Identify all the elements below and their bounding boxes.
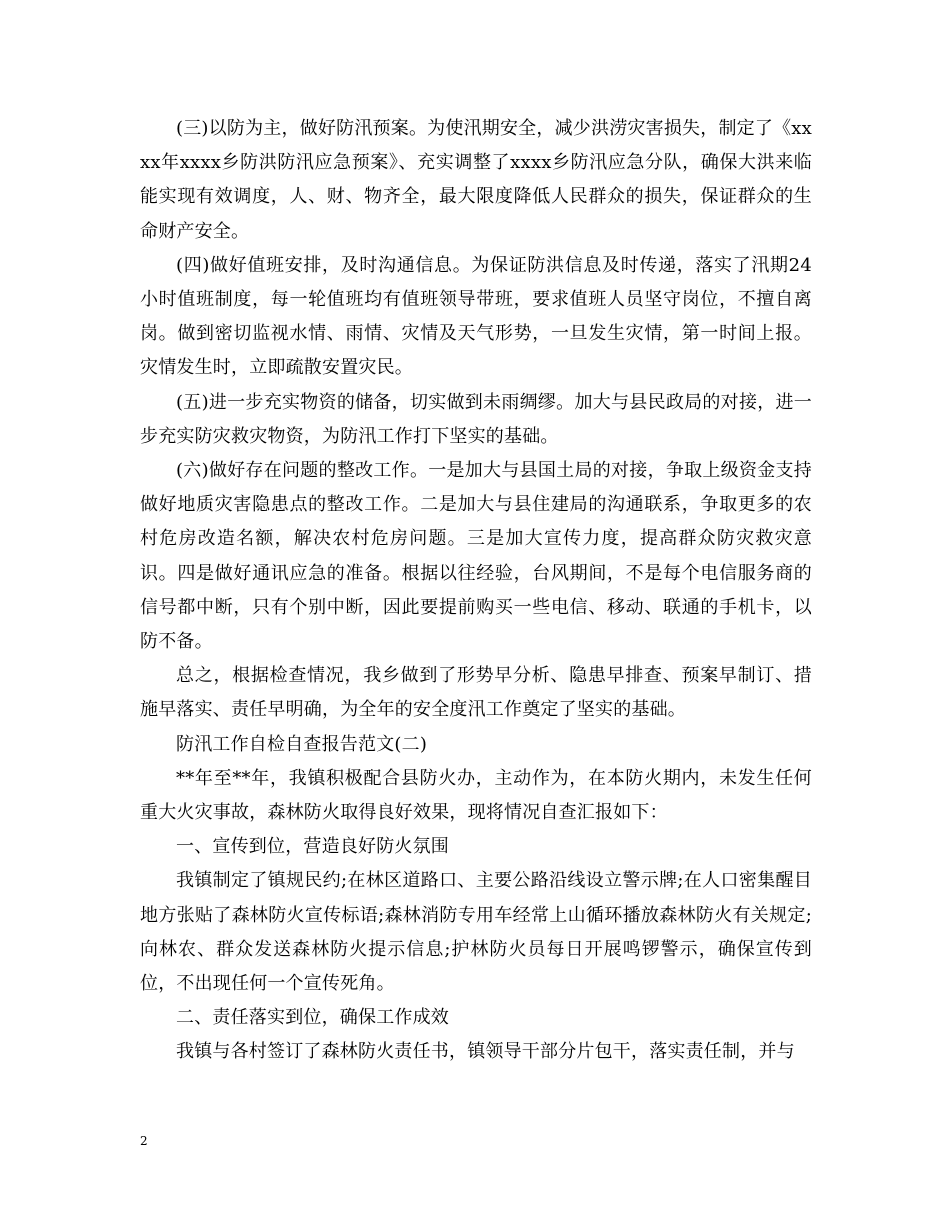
subheading-responsibility: 二、责任落实到位，确保工作成效	[176, 1007, 449, 1029]
paragraph-summary: 总之，根据检查情况，我乡做到了形势早分析、隐患早排查、预案早制订、措施早落实、责任早明确，为全年的安全度汛工作奠定了坚实的基础。	[140, 665, 812, 721]
document-body	[140, 112, 812, 1070]
paragraph-fire-prevention-intro: **年至**年，我镇积极配合县防火办，主动作为，在本防火期内，未发生任何重大火灾事故，森林防火取得良好效果，现将情况自查汇报如下：	[140, 767, 812, 824]
section-heading-sample-two: 防汛工作自检自查报告范文(二)	[176, 733, 428, 755]
paragraph-duty-schedule: (四)做好值班安排，及时沟通信息。为保证防洪信息及时传递，落实了汛期24小时值班制度，每一轮值班均有值班领导带班，要求值班人员坚守岗位，不擅自离岗。做到密切监视水情、雨情、灾情及天气形势，一旦发生灾情，第一时间上报。灾情发生时，立即疏散安置灾民。	[140, 254, 812, 379]
paragraph-material-reserve: (五)进一步充实物资的储备，切实做到未雨绸缪。加大与县民政局的对接，进一步充实防灾救灾物资，为防汛工作打下坚实的基础。	[140, 391, 812, 447]
page-number: 2	[140, 1134, 148, 1148]
paragraph-responsibility: 我镇与各村签订了森林防火责任书，镇领导干部分片包干，落实责任制，并与	[176, 1041, 795, 1063]
paragraph-rectification: (六)做好存在问题的整改工作。一是加大与县国土局的对接，争取上级资金支持做好地质灾害隐患点的整改工作。二是加大与县住建局的沟通联系，争取更多的农村危房改造名额，解决农村危房问题。三是加大宣传力度，提高群众防灾救灾意识。四是做好通讯应急的准备。根据以往经验，台风期间，不是每个电信服务商的信号都中断，只有个别中断，因此要提前购买一些电信、移动、联通的手机卡，以防不备。	[140, 460, 812, 653]
subheading-publicity: 一、宣传到位，营造良好防火氛围	[176, 836, 449, 858]
paragraph-flood-plan: (三)以防为主，做好防汛预案。为使汛期安全，减少洪涝灾害损失，制定了《xxxx年xxxx乡防洪防汛应急预案》、充实调整了xxxx乡防汛应急分队，确保大洪来临能实现有效调度，人、财、物齐全，最大限度降低人民群众的损失，保证群众的生命财产安全。	[140, 118, 812, 242]
paragraph-publicity: 我镇制定了镇规民约;在林区道路口、主要公路沿线设立警示牌;在人口密集醒目地方张贴了森林防火宣传标语;森林消防专用车经常上山循环播放森林防火有关规定;向林农、群众发送森林防火提示信息;护林防火员每日开展鸣锣警示，确保宣传到位，不出现任何一个宣传死角。	[140, 870, 812, 995]
